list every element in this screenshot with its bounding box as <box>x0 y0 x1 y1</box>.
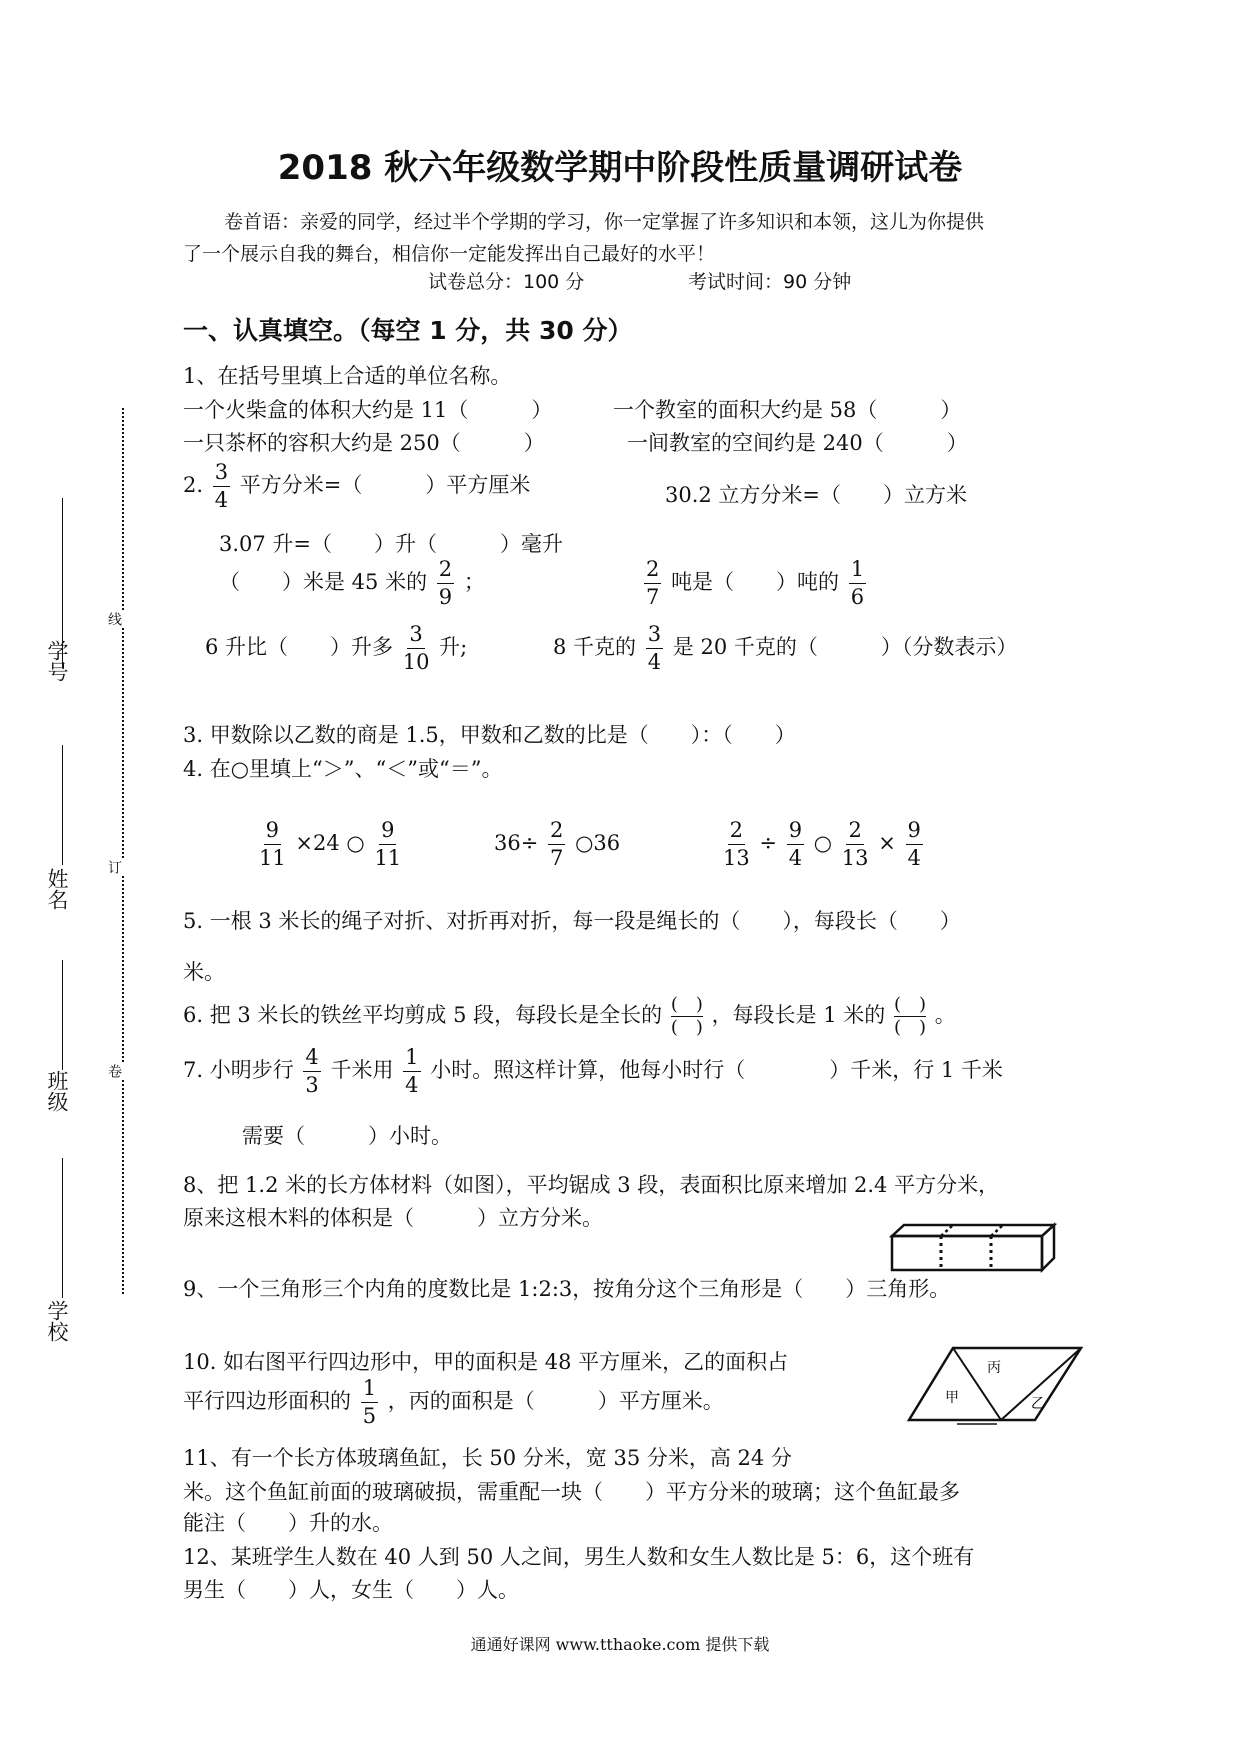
blank-numerator: ( ) <box>893 994 927 1015</box>
question-7-text: 千米用 <box>330 1058 394 1082</box>
numerator: 2 <box>644 559 661 584</box>
question-10-text: 平行四边形面积的 <box>183 1389 351 1413</box>
denominator: 13 <box>841 846 869 870</box>
question-7-text: 小时。照这样计算，他每小时行（ ）千米，行 1 千米 <box>430 1058 1003 1082</box>
label-school: 学校 <box>45 1300 69 1342</box>
denominator: 4 <box>405 1073 419 1097</box>
fraction <box>723 820 750 869</box>
preface-line-2: 了一个展示自我的舞台，相信你一定能发挥出自己最好的水平！ <box>183 243 716 265</box>
numerator: 9 <box>264 820 281 845</box>
numerator: 2 <box>846 820 863 845</box>
exam-time: 考试时间：90 分钟 <box>688 271 852 293</box>
fraction <box>906 820 923 869</box>
question-2-part-4 <box>219 559 485 608</box>
question-11-line-1: 11、有一个长方体玻璃鱼缸，长 50 分米，宽 35 分米，高 24 分 <box>183 1446 792 1470</box>
margin-rule <box>62 1158 63 1298</box>
question-7-line-2: 需要（ ）小时。 <box>242 1124 452 1148</box>
numerator: 9 <box>379 820 396 845</box>
parallelogram-figure <box>905 1340 1087 1430</box>
question-10-text: ，丙的面积是（ ）平方厘米。 <box>387 1389 724 1413</box>
question-2-part-6 <box>205 624 467 673</box>
denominator: 7 <box>550 846 564 870</box>
question-2-text: 6 升比（ ）升多 <box>205 635 394 659</box>
numerator: 9 <box>787 820 804 845</box>
question-4-expr-1 <box>256 820 404 869</box>
operator: ÷ <box>759 831 778 855</box>
fraction <box>259 820 286 869</box>
numerator: 9 <box>906 820 923 845</box>
label-student-number: 学号 <box>45 640 69 682</box>
numerator: 4 <box>303 1047 320 1072</box>
denominator: 13 <box>723 846 750 870</box>
label-class: 班级 <box>45 1070 69 1112</box>
question-2-text: 8 千克的 <box>553 635 637 659</box>
question-2-text: 平方分米=（ ）平方厘米 <box>239 473 531 497</box>
operator: ○ <box>813 831 833 855</box>
question-10-line-2 <box>183 1378 724 1427</box>
question-4-expr-2 <box>494 820 620 869</box>
margin-rule <box>62 960 63 1070</box>
operator: × <box>878 831 896 855</box>
numerator: 1 <box>849 559 866 584</box>
fraction <box>787 820 804 869</box>
fraction <box>644 559 661 608</box>
denominator: 4 <box>907 846 921 870</box>
denominator: 3 <box>305 1073 319 1097</box>
numerator: 2 <box>548 820 565 845</box>
question-2-part-5 <box>641 559 869 608</box>
question-1-head: 1、在括号里填上合适的单位名称。 <box>183 364 512 388</box>
question-6-text: ，每段长是 1 米的 <box>711 1003 886 1027</box>
question-4-expr-3 <box>720 820 926 869</box>
label-jia: 甲 <box>945 1390 959 1406</box>
question-8-line-1: 8、把 1.2 米的长方体材料（如图），平均锯成 3 段，表面积比原来增加 2.4 平方分米， <box>183 1173 1000 1197</box>
question-8-line-2: 原来这根木料的体积是（ ）立方分米。 <box>183 1206 603 1230</box>
fraction <box>403 1047 420 1096</box>
question-2-part-7 <box>553 624 1017 673</box>
question-2-text: 升; <box>439 635 468 659</box>
question-9: 9、一个三角形三个内角的度数比是 1:2:3，按角分这个三角形是（ ）三角形。 <box>183 1277 951 1301</box>
question-12-line-2: 男生（ ）人，女生（ ）人。 <box>183 1578 519 1602</box>
question-5-line-1: 5. 一根 3 米长的绳子对折、对折再对折，每一段是绳长的（ ），每段长（ ） <box>183 909 961 933</box>
label-line: 线 <box>106 612 122 626</box>
expression-text: ○36 <box>575 831 621 855</box>
question-12-line-1: 12、某班学生人数在 40 人到 50 人之间，男生人数和女生人数比是 5：6，这个班有 <box>183 1545 975 1569</box>
question-2-text: ； <box>463 570 485 594</box>
blank-denominator: ( ) <box>670 1017 703 1038</box>
expression-text: ×24 ○ <box>295 831 365 855</box>
question-4-head: 4. 在○里填上“＞”、“＜”或“＝”。 <box>183 757 503 781</box>
preface-line-1: 卷首语：亲爱的同学，经过半个学期的学习，你一定掌握了许多知识和本领，这儿为你提供 <box>224 211 985 233</box>
question-2-number: 2. <box>183 473 204 497</box>
denominator: 9 <box>438 585 453 609</box>
question-2-text: （ ）米是 45 米的 <box>219 570 428 594</box>
blank-denominator: ( ) <box>893 1017 927 1038</box>
numerator: 3 <box>646 624 663 649</box>
blank-fraction <box>671 996 703 1037</box>
label-paper: 卷 <box>106 1064 122 1078</box>
numerator: 1 <box>361 1378 378 1403</box>
question-7-text: 7. 小明步行 <box>183 1058 294 1082</box>
footer: 通通好课网 www.tthaoke.com 提供下载 <box>470 1635 770 1654</box>
label-name: 姓名 <box>45 868 69 910</box>
dotted-cut-line <box>122 408 124 1294</box>
cuboid-figure <box>888 1222 1060 1274</box>
question-7 <box>183 1047 1003 1096</box>
denominator: 4 <box>788 846 803 870</box>
section-heading: 一、认真填空。（每空 1 分，共 30 分） <box>183 316 633 345</box>
question-6-text: 。 <box>934 1003 956 1027</box>
fraction <box>437 559 454 608</box>
fraction <box>646 624 663 673</box>
label-bind: 订 <box>106 860 122 874</box>
fraction <box>849 559 866 608</box>
question-1-c: 一只茶杯的容积大约是 250（ ） <box>183 431 545 455</box>
question-1-a: 一个火柴盒的体积大约是 11（ ） <box>183 398 553 422</box>
question-11-line-3: 能注（ ）升的水。 <box>183 1511 393 1535</box>
numerator: 3 <box>213 462 230 487</box>
question-3: 3. 甲数除以乙数的商是 1.5，甲数和乙数的比是（ ）：（ ） <box>183 723 796 747</box>
question-2-part-2: 30.2 立方分米=（ ）立方米 <box>665 483 968 507</box>
denominator: 4 <box>214 488 229 512</box>
expression-text: 36÷ <box>494 831 539 855</box>
denominator: 10 <box>402 650 430 674</box>
numerator: 2 <box>437 559 454 584</box>
question-1-d: 一间教室的空间约是 240（ ） <box>627 431 968 455</box>
question-6 <box>183 996 956 1037</box>
numerator: 1 <box>403 1047 420 1072</box>
fraction <box>842 820 869 869</box>
label-yi: 乙 <box>1031 1396 1045 1412</box>
denominator: 7 <box>646 585 660 609</box>
fraction <box>374 820 401 869</box>
fraction <box>213 462 230 511</box>
blank-numerator: ( ) <box>670 994 703 1015</box>
denominator: 4 <box>647 650 662 674</box>
exam-title: 2018 秋六年级数学期中阶段性质量调研试卷 <box>277 148 963 188</box>
question-2-part-3: 3.07 升=（ ）升（ ）毫升 <box>219 532 564 556</box>
fraction <box>303 1047 320 1096</box>
question-2-text: 吨是（ ）吨的 <box>671 570 840 594</box>
question-6-text: 6. 把 3 米长的铁丝平均剪成 5 段，每段长是全长的 <box>183 1003 663 1027</box>
question-2-part-1 <box>183 462 530 511</box>
denominator: 6 <box>850 585 865 609</box>
margin-rule <box>62 745 63 865</box>
fraction <box>548 820 565 869</box>
question-5-line-2: 米。 <box>183 960 225 984</box>
blank-fraction <box>894 996 926 1037</box>
denominator: 11 <box>259 846 286 870</box>
question-1-b: 一个教室的面积大约是 58（ ） <box>613 398 962 422</box>
question-10-line-1: 10. 如右图平行四边形中，甲的面积是 48 平方厘米，乙的面积占 <box>183 1350 789 1374</box>
label-bing: 丙 <box>987 1360 1001 1376</box>
denominator: 5 <box>362 1404 377 1428</box>
numerator: 3 <box>407 624 424 649</box>
numerator: 2 <box>728 820 745 845</box>
question-11-line-2: 米。这个鱼缸前面的玻璃破损，需重配一块（ ）平方分米的玻璃；这个鱼缸最多 <box>183 1480 960 1504</box>
denominator: 11 <box>374 846 402 870</box>
total-score: 试卷总分：100 分 <box>428 271 585 293</box>
fraction <box>403 624 430 673</box>
fraction <box>361 1378 378 1427</box>
question-2-text: 是 20 千克的（ ）（分数表示） <box>672 635 1018 659</box>
